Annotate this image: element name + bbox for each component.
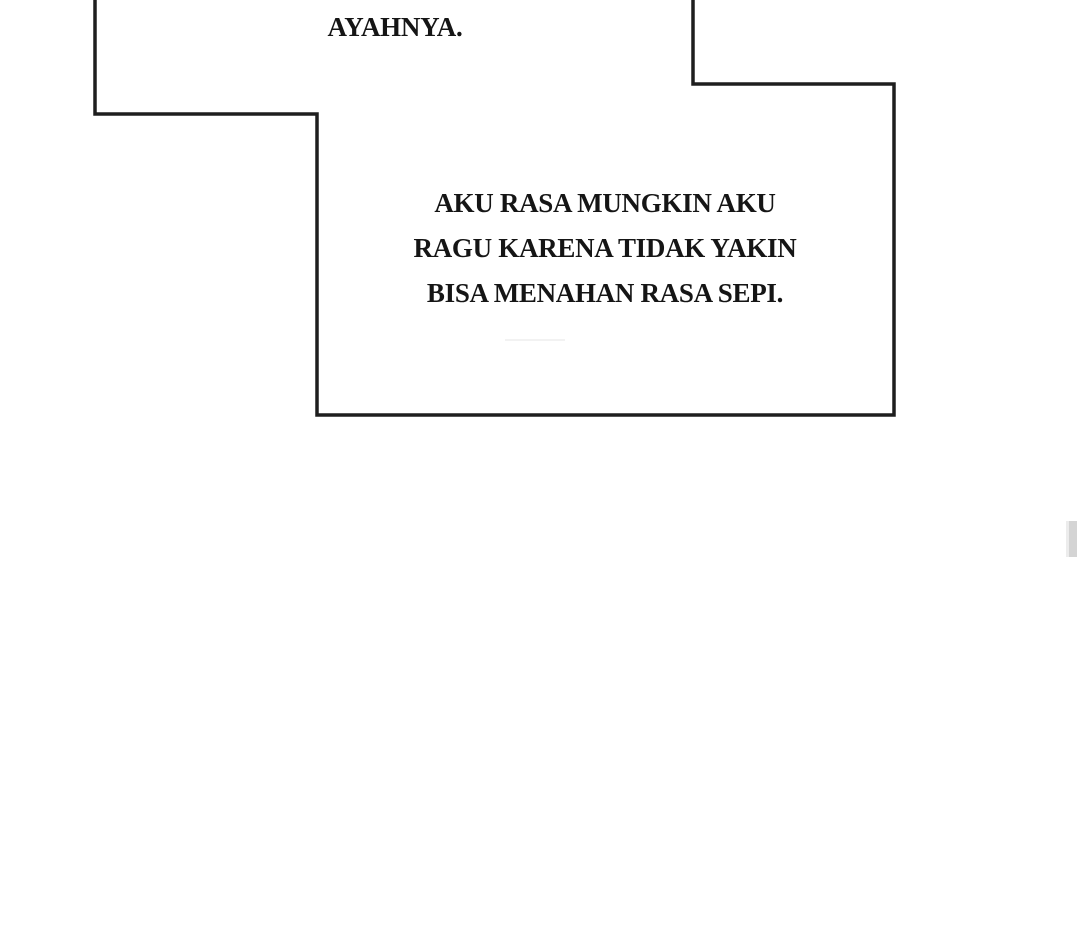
narration-line-1: AKU RASA MUNGKIN AKU (434, 188, 776, 218)
scroll-tab[interactable] (1069, 521, 1077, 557)
narration-line-3: BISA MENAHAN RASA SEPI. (426, 278, 784, 308)
narration-text-top (180, 0, 610, 55)
narration-line: AYAHNYA. (327, 12, 463, 42)
narration-line-2: RAGU KARENA TIDAK YAKIN (413, 233, 797, 263)
narration-text-main (380, 181, 830, 316)
